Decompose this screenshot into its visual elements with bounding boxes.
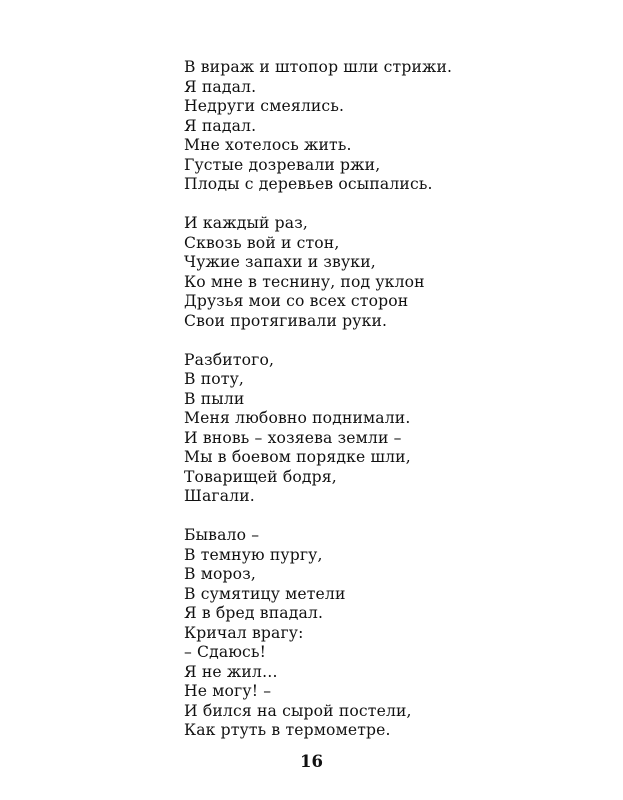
poem-line: И бился на сырой постели, [184, 701, 412, 720]
poem-line: Меня любовно поднимали. [184, 409, 411, 427]
poem-line: И вновь – хозяева земли – [184, 428, 402, 447]
poem-line: В поту, [184, 370, 245, 388]
page-number: 16 [300, 752, 323, 771]
poem-line: Сквозь вой и стон, [184, 233, 340, 252]
poem-line: Кричал врагу: [184, 623, 304, 642]
poem-line: Ко мне в теснину, под уклон [184, 272, 425, 291]
poem-line: В темную пургу, [184, 545, 323, 564]
poem-line: Не могу! – [184, 682, 272, 700]
stanza-3 [184, 351, 604, 507]
poem-line: Недруги смеялись. [184, 97, 345, 115]
poem-line: Мне хотелось жить. [184, 136, 352, 154]
poem-line: Чужие запахи и звуки, [184, 253, 376, 271]
stanza-2 [184, 214, 604, 331]
poem-line: Шагали. [184, 487, 255, 505]
poem-line: Я в бред впадал. [184, 604, 324, 622]
poem-line: Друзья мои со всех сторон [184, 292, 409, 310]
poem-line: В сумятицу метели [184, 584, 346, 603]
poem-line: Как ртуть в термометре. [184, 721, 391, 739]
poem-line: В вираж и штопор шли стрижи. [184, 58, 453, 76]
poem-line: Я падал. [184, 116, 257, 135]
poem-line: Товарищей бодря, [184, 467, 337, 486]
poem-line: Мы в боевом порядке шли, [184, 448, 411, 466]
poem-line: Густые дозревали ржи, [184, 155, 381, 174]
poem-line: Бывало – [184, 526, 260, 544]
poem-line: Свои протягивали руки. [184, 311, 388, 330]
stanza-4 [184, 526, 604, 741]
poem-line: Я падал. [184, 77, 257, 96]
stanza-1 [184, 58, 604, 195]
poem-line: В мороз, [184, 565, 256, 583]
poem-line: И каждый раз, [184, 214, 308, 232]
poem-line: Я не жил… [184, 662, 278, 681]
poem-line: Плоды с деревьев осыпались. [184, 175, 433, 193]
poem-line: Разбитого, [184, 350, 275, 369]
poem-line: В пыли [184, 389, 245, 408]
poem-line: – Сдаюсь! [184, 643, 266, 661]
poem [184, 58, 604, 760]
